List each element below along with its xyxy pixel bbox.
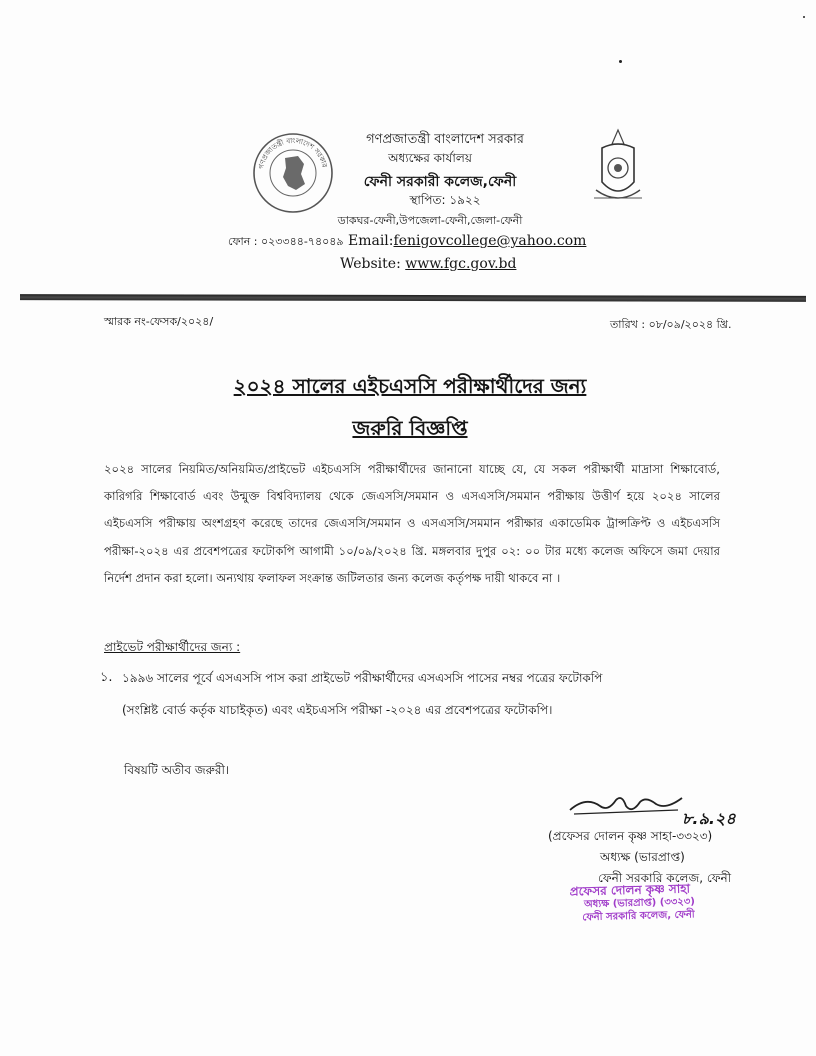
list-item-line: (সংশ্লিষ্ট বোর্ড কর্তৃক যাচাইকৃত) এবং এইচএসসি পরীক্ষা -২০২৪ এর প্রবেশপত্রের ফটোকপি।: [122, 703, 553, 717]
signature-date: ৮.৯.২৪: [682, 809, 736, 828]
header-divider: [20, 294, 806, 302]
list-item-number: ১.: [100, 670, 113, 685]
scan-speck: [803, 16, 805, 18]
website-line: [340, 256, 516, 272]
closing-note: বিষয়টি অতীব জরুরী।: [124, 763, 230, 777]
college-crest: [588, 126, 648, 216]
notice-subtitle: জরুরি বিজ্ঞপ্তি: [352, 416, 468, 440]
notice-title: ২০২৪ সালের এইচএসসি পরীক্ষার্থীদের জন্য: [233, 374, 587, 398]
scan-speck: [619, 60, 622, 63]
seal-lettering: গণপ্রজাতন্ত্রী বাংলাদেশ সরকার: [257, 136, 329, 170]
signatory-institution: ফেনী সরকারি কলেজ, ফেনী: [598, 871, 732, 885]
official-stamp: [570, 882, 696, 924]
signatory-designation: অধ্যক্ষ (ভারপ্রাপ্ত): [600, 850, 685, 864]
established: স্থাপিত: ১৯২২: [409, 193, 481, 207]
stamp-institution: ফেনী সরকারি কলেজ, ফেনী: [582, 909, 695, 924]
contact-line: [228, 233, 586, 252]
signatory-name: (প্রফেসর দোলন কৃষ্ণ সাহা-৩৩২৩): [548, 829, 713, 843]
office-name: অধ্যক্ষের কার্যালয়: [388, 151, 472, 165]
address: ডাকঘর-ফেনী,উপজেলা-ফেনী,জেলা-ফেনী: [337, 214, 523, 227]
stamp-designation: অধ্যক্ষ (ভারপ্রাপ্ত) (৩৩২৩): [583, 896, 696, 911]
government-name: গণপ্রজাতন্ত্রী বাংলাদেশ সরকার: [366, 132, 524, 147]
website-link[interactable]: www.fgc.gov.bd: [405, 256, 517, 272]
email-label: Email:: [347, 233, 394, 249]
email-link[interactable]: fenigovcollege@yahoo.com: [393, 233, 587, 249]
memo-number: স্মারক নং-ফেসক/২০২৪/: [104, 315, 214, 328]
memo-date: তারিখ : ০৮/০৯/২০২৪ খ্রি.: [610, 318, 732, 331]
website-label: Website:: [340, 256, 401, 272]
list-item-line: ১৯৯৬ সালের পূর্বে এসএসসি পাস করা প্রাইভেট পরীক্ষার্থীদের এসএসসি পাসের নম্বর পত্রের ফটোকপি: [122, 671, 603, 685]
private-examinees-heading: প্রাইভেট পরীক্ষার্থীদের জন্য :: [104, 640, 241, 654]
handwritten-signature: [566, 788, 686, 828]
notice-body: ২০২৪ সালের নিয়মিত/অনিয়মিত/প্রাইভেট এইচএসসি পরীক্ষার্থীদের জানানো যাচ্ছে যে, যে সকল পরীক্ষার্থী মাদ্রাসা শিক্ষাবোর্ড, কারিগরি শিক্ষাবোর্ড এবং উন্মুক্ত বিশ্ববিদ্যালয় থেকে জেএসসি/সমমান ও এসএসসি/সমমান পরীক্ষায় উত্তীর্ণ হয়ে ২০২৪ সালের এইচএসসি পরীক্ষায় অংশগ্রহণ করেছে তাদের জেএসসি/সমমান ও এসএসসি/সমমান পরীক্ষার একাডেমিক ট্রান্সক্রিপ্ট ও এইচএসসি পরীক্ষা-২০২৪ এর প্রবেশপত্রের ফটোকপি আগামী ১০/০৯/২০২৪ খ্রি. মঙ্গলবার দুপুর ০২: ০০ টার মধ্যে কলেজ অফিসে জমা দেয়ার নির্দেশ প্রদান করা হলো। অন্যথায় ফলাফল সংক্রান্ত জটিলতার জন্য কলেজ কর্তৃপক্ষ দায়ী থাকবে না ।: [104, 462, 720, 585]
college-name: ফেনী সরকারী কলেজ,ফেনী: [363, 174, 517, 190]
government-seal: [252, 132, 334, 214]
stamp-name: প্রফেসর দোলন কৃষ্ণ সাহা: [569, 881, 691, 899]
phone-number: ফোন : ০২৩৩৪৪-৭৪০৪৯: [228, 235, 344, 248]
